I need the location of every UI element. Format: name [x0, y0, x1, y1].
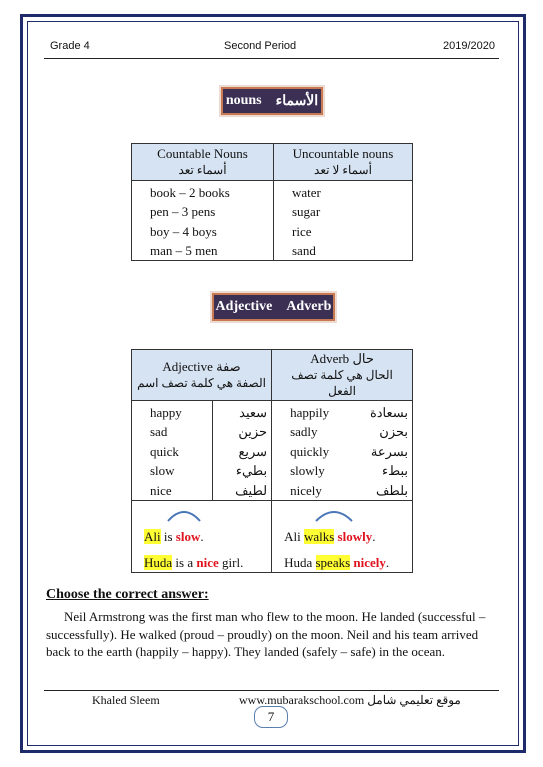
adjective-title: Adjective	[215, 299, 273, 314]
table-row	[132, 181, 413, 203]
curved-arrow-icon	[312, 505, 356, 523]
adverb-example-1: Ali walks slowly.	[284, 528, 376, 544]
uncountable-cell: sugar	[292, 204, 321, 220]
header-year: 2019/2020	[443, 40, 495, 52]
footer-divider	[44, 690, 499, 691]
countable-header: Countable Nouns أسماء تعد	[132, 144, 274, 181]
adjective-header: Adjective صفة الصفة هي كلمة تصف اسم	[132, 350, 272, 401]
countable-cell: man – 5 men	[132, 241, 274, 261]
table-row: slow بطيء slowly ببطء	[132, 461, 413, 481]
header-period: Second Period	[224, 40, 297, 52]
adj-adv-title-box	[212, 293, 335, 321]
countable-cell: boy – 4 boys	[132, 222, 274, 242]
countable-cell: book – 2 books	[132, 181, 274, 203]
table-row: sad حزين sadly بحزن	[132, 422, 413, 442]
footer-site: www.mubarakschool.com موقع تعليمي شامل	[239, 693, 461, 707]
table-row	[132, 202, 413, 222]
table-row: nice لطيف nicely بلطف	[132, 481, 413, 501]
footer-author: Khaled Sleem	[92, 693, 160, 707]
header-divider	[44, 58, 499, 59]
uncountable-cell: water	[292, 185, 321, 200]
adjective-example-1: Ali is slow.	[144, 528, 204, 544]
nouns-title-en: nouns	[225, 93, 262, 108]
table-row	[132, 241, 413, 261]
page-header	[44, 40, 499, 58]
adjective-example-2: Huda is a nice girl.	[144, 554, 244, 570]
countable-cell: pen – 3 pens	[132, 202, 274, 222]
table-row: happy سعيد happily بسعادة	[132, 401, 413, 423]
header-grade: Grade 4	[50, 40, 90, 52]
adverb-header: Adverb حال الحال هي كلمة تصف الفعل	[272, 350, 413, 401]
table-row	[132, 222, 413, 242]
adverb-title: Adverb	[286, 299, 332, 314]
exercise-paragraph: Neil Armstrong was the first man who flew to the moon. He landed (successful – successfully). He walked (proud – proudly) on the moon. Neil and his team arrived back to the earth (happily – happy). They landed (safely – safe) in the ocean.	[46, 609, 486, 660]
adverb-example-2: Huda speaks nicely.	[284, 554, 390, 570]
nouns-table	[131, 143, 413, 261]
table-row: quick سريع quickly بسرعة	[132, 442, 413, 462]
adjective-examples	[132, 500, 272, 572]
adverb-examples	[272, 500, 413, 572]
exercise-title: Choose the correct answer:	[46, 587, 209, 602]
nouns-title-ar: الأسماء	[275, 93, 319, 109]
uncountable-cell: sand	[292, 243, 316, 258]
curved-arrow-icon	[164, 505, 204, 523]
uncountable-cell: rice	[292, 223, 312, 239]
nouns-title-box	[221, 87, 323, 115]
uncountable-header: Uncountable nouns أسماء لا تعد	[274, 144, 413, 181]
adjective-adverb-table	[131, 349, 413, 573]
page-number: 7	[254, 706, 288, 728]
